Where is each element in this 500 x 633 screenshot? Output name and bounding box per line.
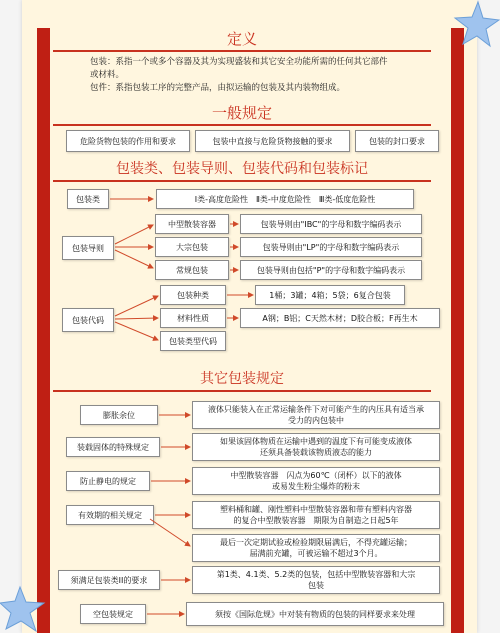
guide-desc-box: 包装导则由"IBC"的字母和数字编码表示 [240,214,422,234]
definition-text-1: 包装：系指一个或多个容器及其为实现盛装和其它安全功能所需的任何其它部件 [90,57,388,67]
general-item-box: 危险货物包装的作用和要求 [66,130,190,152]
arrow [115,296,158,316]
rule-desc-line: 还须具备装载该物质液态的能力 [260,448,372,457]
section-title-types: 包装类、包装导则、包装代码和包装标记 [116,161,368,177]
guide-type-box: 大宗包装 [155,237,229,257]
rule-desc-line: 塑料桶和罐、刚性塑料中型散装容器和带有塑料内容器 [220,505,412,514]
arrow [115,250,153,268]
guide-type-box: 中型散装容器 [155,214,229,234]
rule-desc-line: 最后一次定期试验或检验期限届满后，不得充罐运输； [220,538,412,547]
code-desc-box: 1桶；3罐；4箱；5袋；6复合包装 [255,285,405,305]
rule-desc-line: 如果该固体物质在运输中遇到的温度下有可能变成液体 [220,437,412,446]
arrow [115,225,153,244]
definition-text-2: 或材料。 [90,70,125,80]
general-item-box: 包装中直接与危险货物接触的要求 [195,130,350,152]
rule-label-box: 膨胀余位 [80,405,158,425]
general-item-box: 包装的封口要求 [355,130,439,152]
pkg-class-box: 包装类 [67,189,109,209]
rule-label-box: 防止静电的规定 [66,471,150,491]
arrow [115,322,158,340]
rule-label-box: 须满足包装类II的要求 [58,570,160,590]
rule-desc-line: 受力的内包装中 [288,416,344,425]
pkg-guide-box: 包装导则 [62,236,114,260]
arrow [115,318,158,319]
rule-desc-line: 的复合中型散装容器 期限为自制造之日起5年 [233,516,399,525]
rule-label-box: 有效期的相关规定 [66,505,154,525]
arrow [150,519,190,546]
rule-desc-line: 中型散装容器 闪点为60℃（闭杯）以下的液体 [230,471,402,480]
rule-label-box: 装载固体的特殊规定 [66,437,160,457]
code-type-box: 包装类型代码 [160,331,226,351]
guide-desc-box: 包装导则由包括"P"的字母和数字编码表示 [240,260,422,280]
pkg-code-box: 包装代码 [62,308,114,332]
rule-desc-line: 届满前充罐，可被运输不超过3个月。 [249,549,383,558]
section-title-other: 其它包装规定 [200,371,284,387]
definition-text-3: 包件：系指包装工序的完整产品，由拟运输的包装及其内装物组成。 [90,83,346,93]
guide-type-box: 常规包装 [155,260,229,280]
rule-desc-box: 须按《国际危规》中对装有物质的包装的同样要求来处理 [186,602,444,626]
rule-desc-line: 液体只能装入在正常运输条件下对可能产生的内压具有适当承 [208,405,424,414]
code-type-box: 材料性质 [160,308,226,328]
pkg-class-desc: Ⅰ类-高度危险性 Ⅱ类-中度危险性 Ⅲ类-低度危险性 [156,189,414,209]
section-title-general: 一般规定 [211,104,272,122]
rule-desc-line: 或易发生粉尘爆炸的粉末 [272,482,360,491]
rule-desc-line: 包装 [308,581,324,590]
code-type-box: 包装种类 [160,285,226,305]
section-title-definition: 定义 [226,30,257,48]
code-desc-box: A钢；B铝；C天然木材；D胶合板；F再生木 [240,308,440,328]
rule-desc-line: 第1类、4.1类、5.2类的包装，包括中型散装容器和大宗 [216,570,416,579]
guide-desc-box: 包装导则由"LP"的字母和数字编码表示 [240,237,422,257]
rule-label-box: 空包装规定 [80,604,146,624]
